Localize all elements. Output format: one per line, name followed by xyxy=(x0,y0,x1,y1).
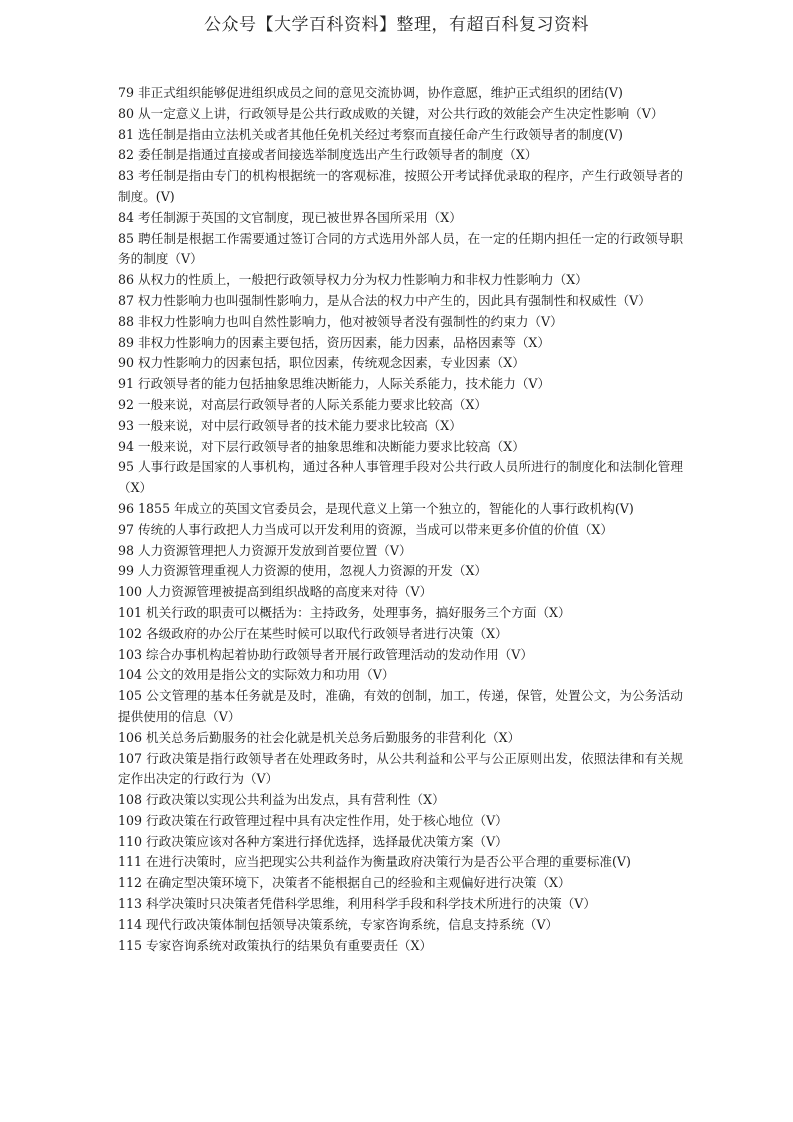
list-item: 94 一般来说，对下层行政领导者的抽象思维和决断能力要求比较高（X） xyxy=(118,438,525,454)
list-item: 85 聘任制是根据工作需要通过签订合同的方式选用外部人员，在一定的任期内担任一定的行政领导职务的制度（V） xyxy=(118,230,683,267)
list-item: 99 人力资源管理重视人力资源的使用，忽视人力资源的开发（X） xyxy=(118,563,488,579)
list-item: 108 行政决策以实现公共利益为出发点，具有营利性（X） xyxy=(118,792,445,808)
list-item: 93 一般来说，对中层行政领导者的技术能力要求比较高（X） xyxy=(118,417,462,433)
list-item: 80 从一定意义上讲，行政领导是公共行政成败的关键，对公共行政的效能会产生决定性影响（V） xyxy=(118,105,664,121)
list-item: 113 科学决策时只决策者凭借科学思维，利用科学手段和科学技术所进行的决策（V） xyxy=(118,896,596,912)
list-item: 79 非正式组织能够促进组织成员之间的意见交流协调，协作意愿，维护正式组织的团结(V) xyxy=(118,85,623,100)
list-item: 103 综合办事机构起着协助行政领导者开展行政管理活动的发动作用（V） xyxy=(118,646,533,662)
list-item: 92 一般来说，对高层行政领导者的人际关系能力要求比较高（X） xyxy=(118,396,488,412)
page-header: 公众号【大学百科资料】整理，有超百科复习资料 xyxy=(204,15,589,35)
list-item: 88 非权力性影响力也叫自然性影响力，他对被领导者没有强制性的约束力（V） xyxy=(118,313,563,329)
list-item: 114 现代行政决策体制包括领导决策系统，专家咨询系统，信息支持系统（V） xyxy=(118,916,559,932)
list-item: 109 行政决策在行政管理过程中具有决定性作用，处于核心地位（V） xyxy=(118,812,508,828)
list-item: 90 权力性影响力的因素包括，职位因素，传统观念因素，专业因素（X） xyxy=(118,355,525,371)
list-item: 83 考任制是指由专门的机构根据统一的客观标准，按照公开考试择优录取的程序，产生行政领导者的制度。(V) xyxy=(118,168,683,204)
list-item: 84 考任制源于英国的文官制度，现已被世界各国所采用（X） xyxy=(118,209,462,225)
list-item: 95 人事行政是国家的人事机构，通过各种人事管理手段对公共行政人员所进行的制度化和法制化管理（X） xyxy=(118,459,683,496)
list-item: 98 人力资源管理把人力资源开发放到首要位置（V） xyxy=(118,542,412,558)
list-item: 105 公文管理的基本任务就是及时，准确，有效的创制，加工，传递，保管，处置公文，为公务活动提供使用的信息（V） xyxy=(118,688,683,724)
list-item: 107 行政决策是指行政领导者在处理政务时，从公共利益和公平与公正原则出发，依照法律和有关规定作出决定的行政行为（V） xyxy=(118,750,683,787)
list-item: 106 机关总务后勤服务的社会化就是机关总务后勤服务的非营利化（X） xyxy=(118,729,521,745)
list-item: 110 行政决策应该对各种方案进行择优选择，选择最优决策方案（V） xyxy=(118,833,508,849)
list-item: 115 专家咨询系统对政策执行的结果负有重要责任（X） xyxy=(118,937,433,953)
document-body xyxy=(118,83,683,956)
list-item: 97 传统的人事行政把人力当成可以开发利用的资源，当成可以带来更多价值的价值（X） xyxy=(118,521,613,537)
list-item: 87 权力性影响力也叫强制性影响力，是从合法的权力中产生的，因此具有强制性和权威性（V） xyxy=(118,292,651,308)
list-item: 100 人力资源管理被提高到组织战略的高度来对待（V） xyxy=(118,584,433,600)
list-item: 101 机关行政的职责可以概括为：主持政务，处理事务，搞好服务三个方面（X） xyxy=(118,604,571,620)
list-item: 81 选任制是指由立法机关或者其他任免机关经过考察而直接任命产生行政领导者的制度(V) xyxy=(118,126,623,142)
list-item: 82 委任制是指通过直接或者间接选举制度选出产生行政领导者的制度（X） xyxy=(118,147,538,163)
list-item: 96 1855 年成立的英国文官委员会，是现代意义上第一个独立的，智能化的人事行政机构(V) xyxy=(118,500,634,516)
list-item: 104 公文的效用是指公文的实际效力和功用（V） xyxy=(118,667,395,683)
list-item: 89 非权力性影响力的因素主要包括，资历因素，能力因素，品格因素等（X） xyxy=(118,334,550,350)
list-item: 102 各级政府的办公厅在某些时候可以取代行政领导者进行决策（X） xyxy=(118,625,508,641)
list-item: 111 在进行决策时，应当把现实公共利益作为衡量政府决策行为是否公平合理的重要标准(V) xyxy=(118,854,631,870)
list-item: 86 从权力的性质上，一般把行政领导权力分为权力性影响力和非权力性影响力（X） xyxy=(118,272,588,288)
list-item: 91 行政领导者的能力包括抽象思维决断能力，人际关系能力，技术能力（V） xyxy=(118,376,551,392)
list-item: 112 在确定型决策环境下，决策者不能根据自己的经验和主观偏好进行决策（X） xyxy=(118,875,571,891)
